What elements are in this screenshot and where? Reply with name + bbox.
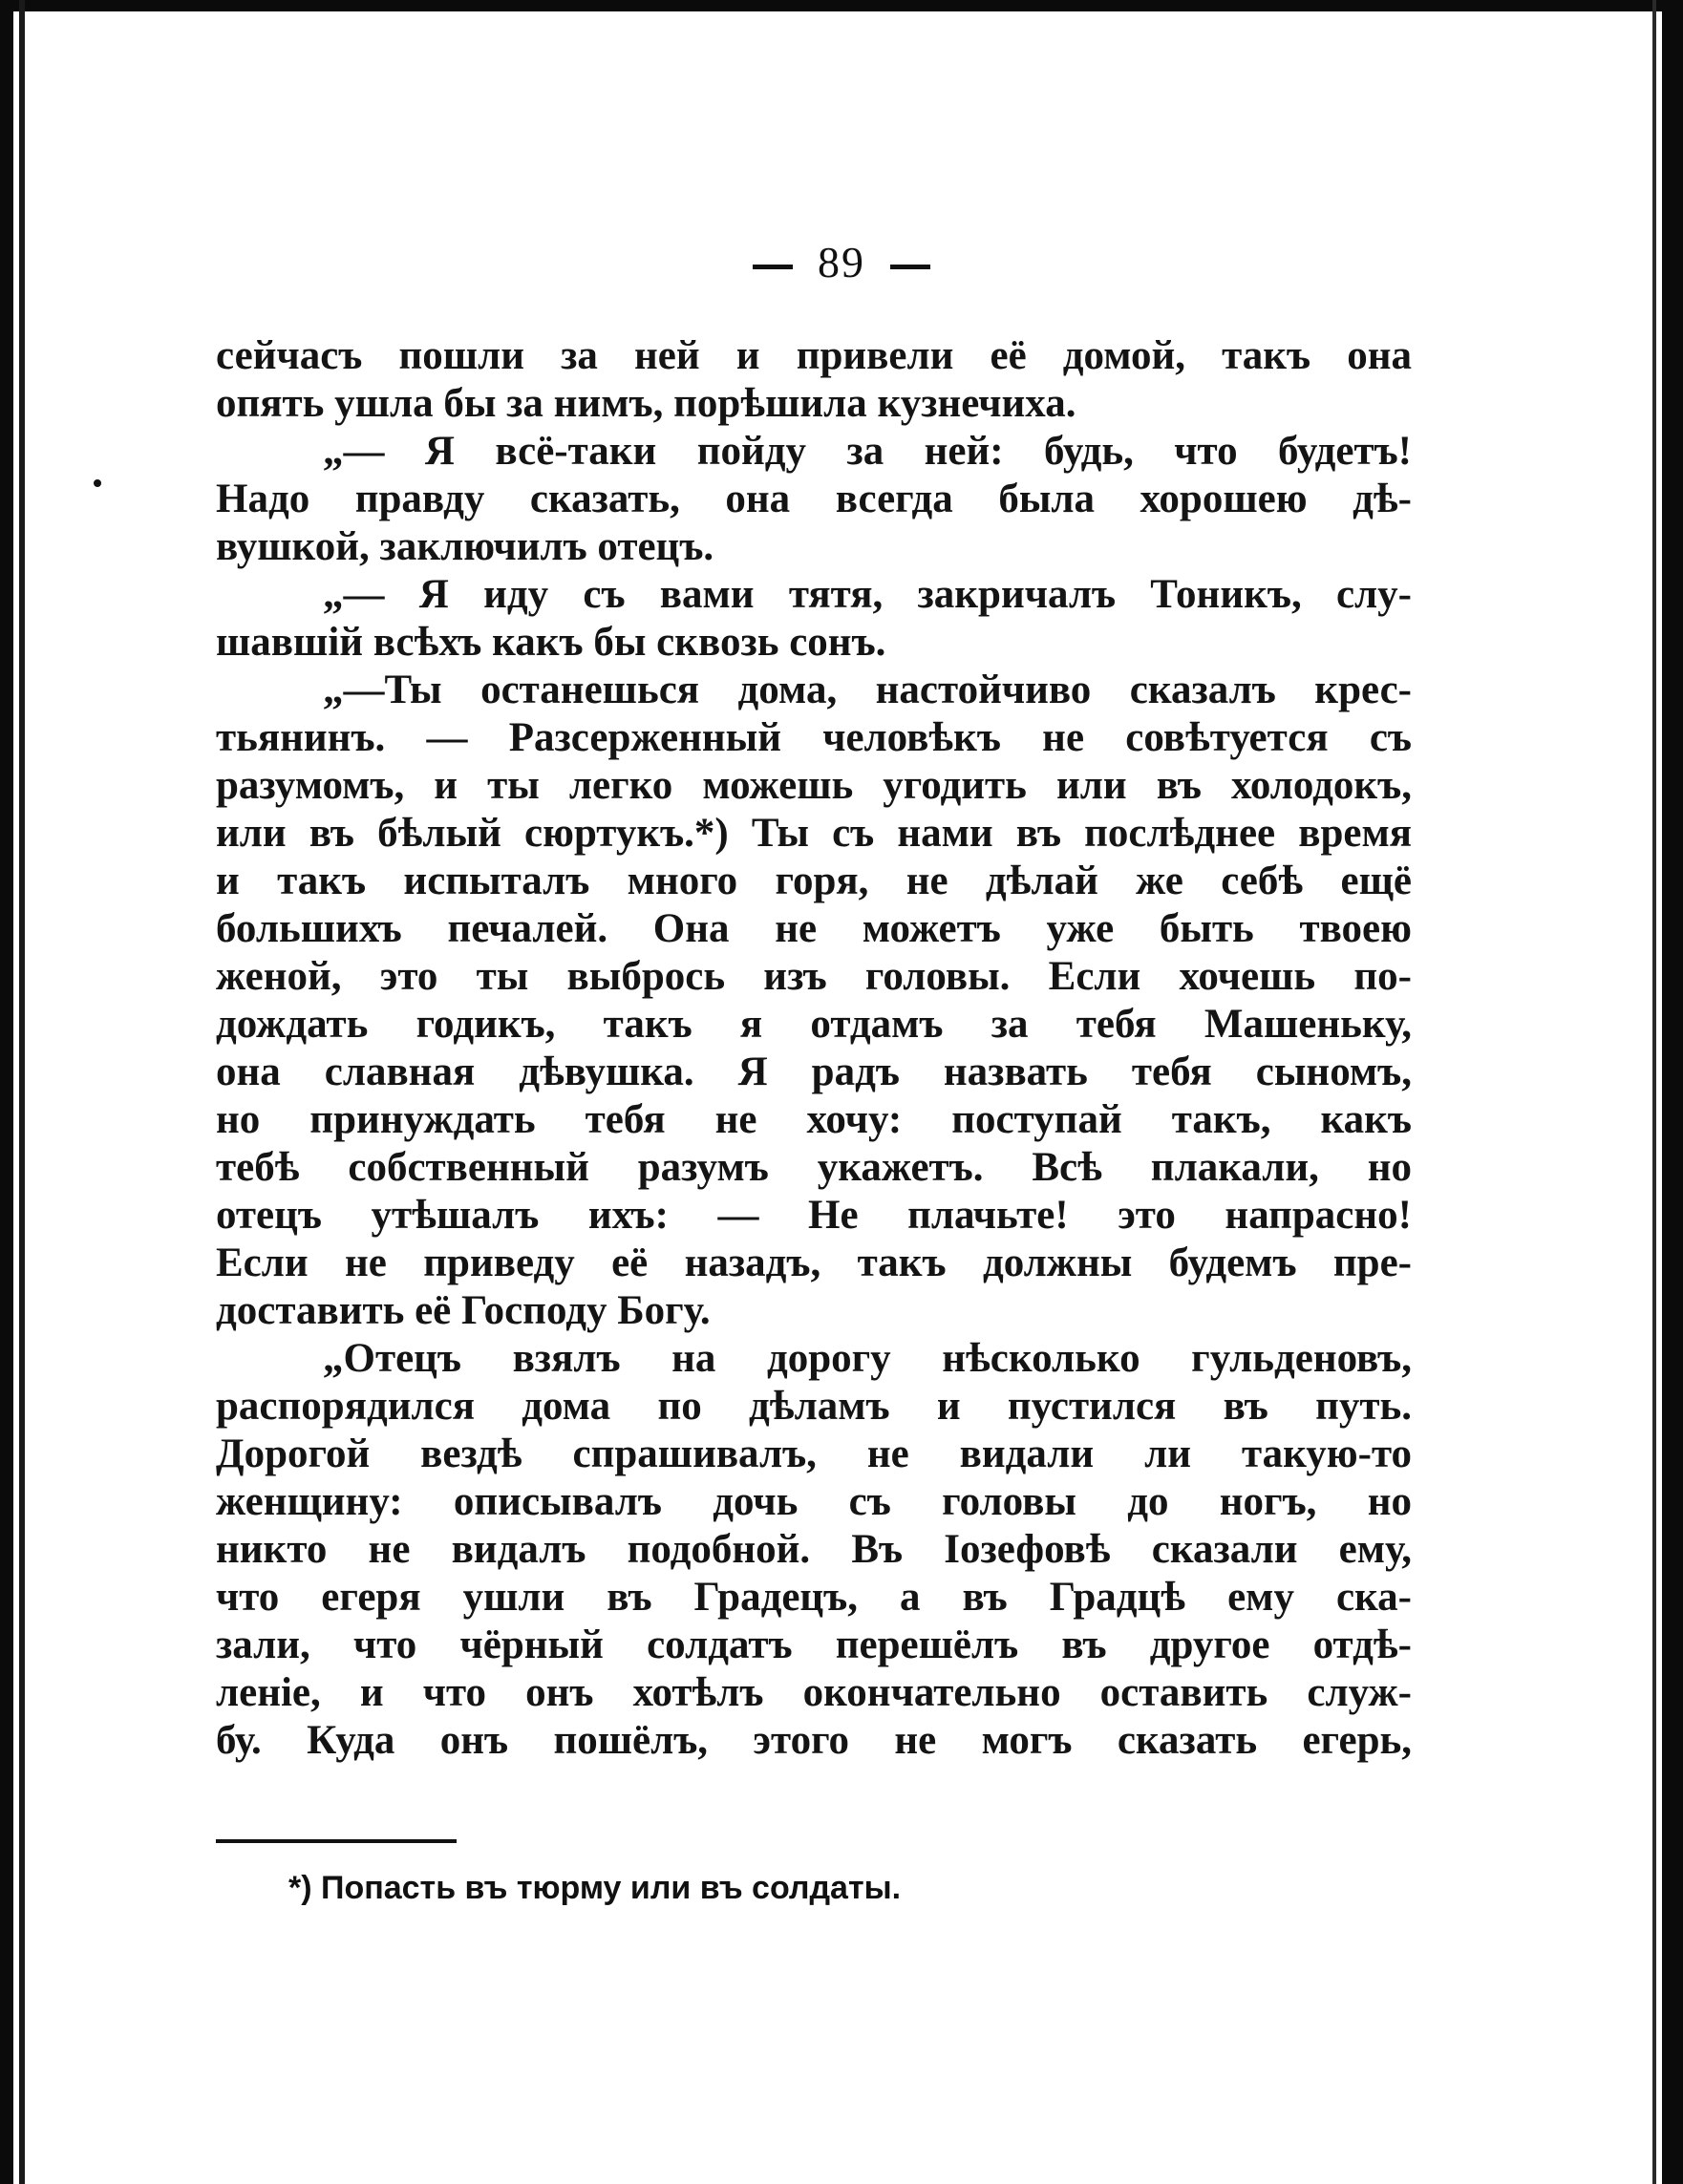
text-line: женой, это ты выбрось изъ головы. Если хочешь по- (216, 954, 1412, 999)
text-line: „—Ты останешься дома, настойчиво сказалъ крес- (323, 668, 1412, 712)
text-line: дождать годикъ, такъ я отдамъ за тебя Машеньку, (216, 1002, 1412, 1047)
text-line: опять ушла бы за нимъ, порѣшила кузнечиха. (216, 381, 1076, 426)
text-line: и такъ испыталъ много горя, не дѣлай же себѣ ещё (216, 859, 1412, 903)
footnote-rule (216, 1839, 457, 1843)
text-line: бу. Куда онъ пошёлъ, этого не могъ сказать егерь, (216, 1718, 1412, 1763)
page-number: 89 (818, 238, 865, 286)
body-text (216, 332, 1412, 1765)
text-line: распорядился дома по дѣламъ и пустился въ путь. (216, 1384, 1412, 1429)
text-line: никто не видалъ подобной. Въ Iозефовѣ сказали ему, (216, 1527, 1412, 1572)
text-line: сейчасъ пошли за ней и привели её домой, такъ она (216, 333, 1412, 378)
text-line: тебѣ собственный разумъ укажетъ. Всѣ плакали, но (216, 1145, 1412, 1190)
text-line: тьянинъ. — Разсерженный человѣкъ не совѣтуется съ (216, 715, 1412, 760)
scan-edge-top (0, 0, 1683, 11)
text-line: она славная дѣвушка. Я радъ назвать тебя сыномъ, (216, 1050, 1412, 1094)
text-line: вушкой, заключилъ отецъ. (216, 524, 714, 569)
text-line: или въ бѣлый сюртукъ.*) Ты съ нами въ послѣднее время (216, 811, 1412, 856)
text-line: доставить её Господу Богу. (216, 1288, 711, 1333)
footnote: *) Попасть въ тюрму или въ солдаты. (288, 1870, 902, 1906)
text-line: большихъ печалей. Она не можетъ уже быть твоею (216, 906, 1412, 951)
page-number-dash-right (890, 265, 930, 269)
text-line: „— Я иду съ вами тятя, закричалъ Тоникъ, слу- (323, 572, 1412, 617)
text-line: ленiе, и что онъ хотѣлъ окончательно оставить служ- (216, 1670, 1412, 1715)
scan-edge-left-inner (19, 0, 25, 2184)
scan-edge-left (0, 0, 13, 2184)
page-number-dash-left (753, 265, 793, 269)
scan-edge-right (1662, 0, 1683, 2184)
scan-edge-right-inner (1652, 0, 1656, 2184)
text-line: что егеря ушли въ Градецъ, а въ Градцѣ ему ска- (216, 1575, 1412, 1620)
text-line: но принуждать тебя не хочу: поступай такъ, какъ (216, 1097, 1412, 1142)
text-line: „— Я всё-таки пойду за ней: будь, что будетъ! (323, 429, 1412, 474)
ink-speck (94, 479, 101, 487)
text-line: женщину: описывалъ дочь съ головы до ногъ, но (216, 1479, 1412, 1524)
text-line: отецъ утѣшалъ ихъ: — Не плачьте! это напрасно! (216, 1193, 1412, 1238)
text-line: „Отецъ взялъ на дорогу нѣсколько гульденовъ, (323, 1336, 1412, 1381)
text-line: Если не приведу её назадъ, такъ должны будемъ пре- (216, 1240, 1412, 1285)
text-line: зали, что чёрный солдатъ перешёлъ въ другое отдѣ- (216, 1622, 1412, 1667)
text-line: разумомъ, и ты легко можешь угодить или въ холодокъ, (216, 763, 1412, 808)
text-line: шавшiй всѣхъ какъ бы сквозь сонъ. (216, 620, 886, 665)
text-line: Дорогой вездѣ спрашивалъ, не видали ли такую-то (216, 1431, 1412, 1476)
page-number-header (0, 237, 1683, 287)
text-line: Надо правду сказать, она всегда была хорошею дѣ- (216, 477, 1412, 521)
